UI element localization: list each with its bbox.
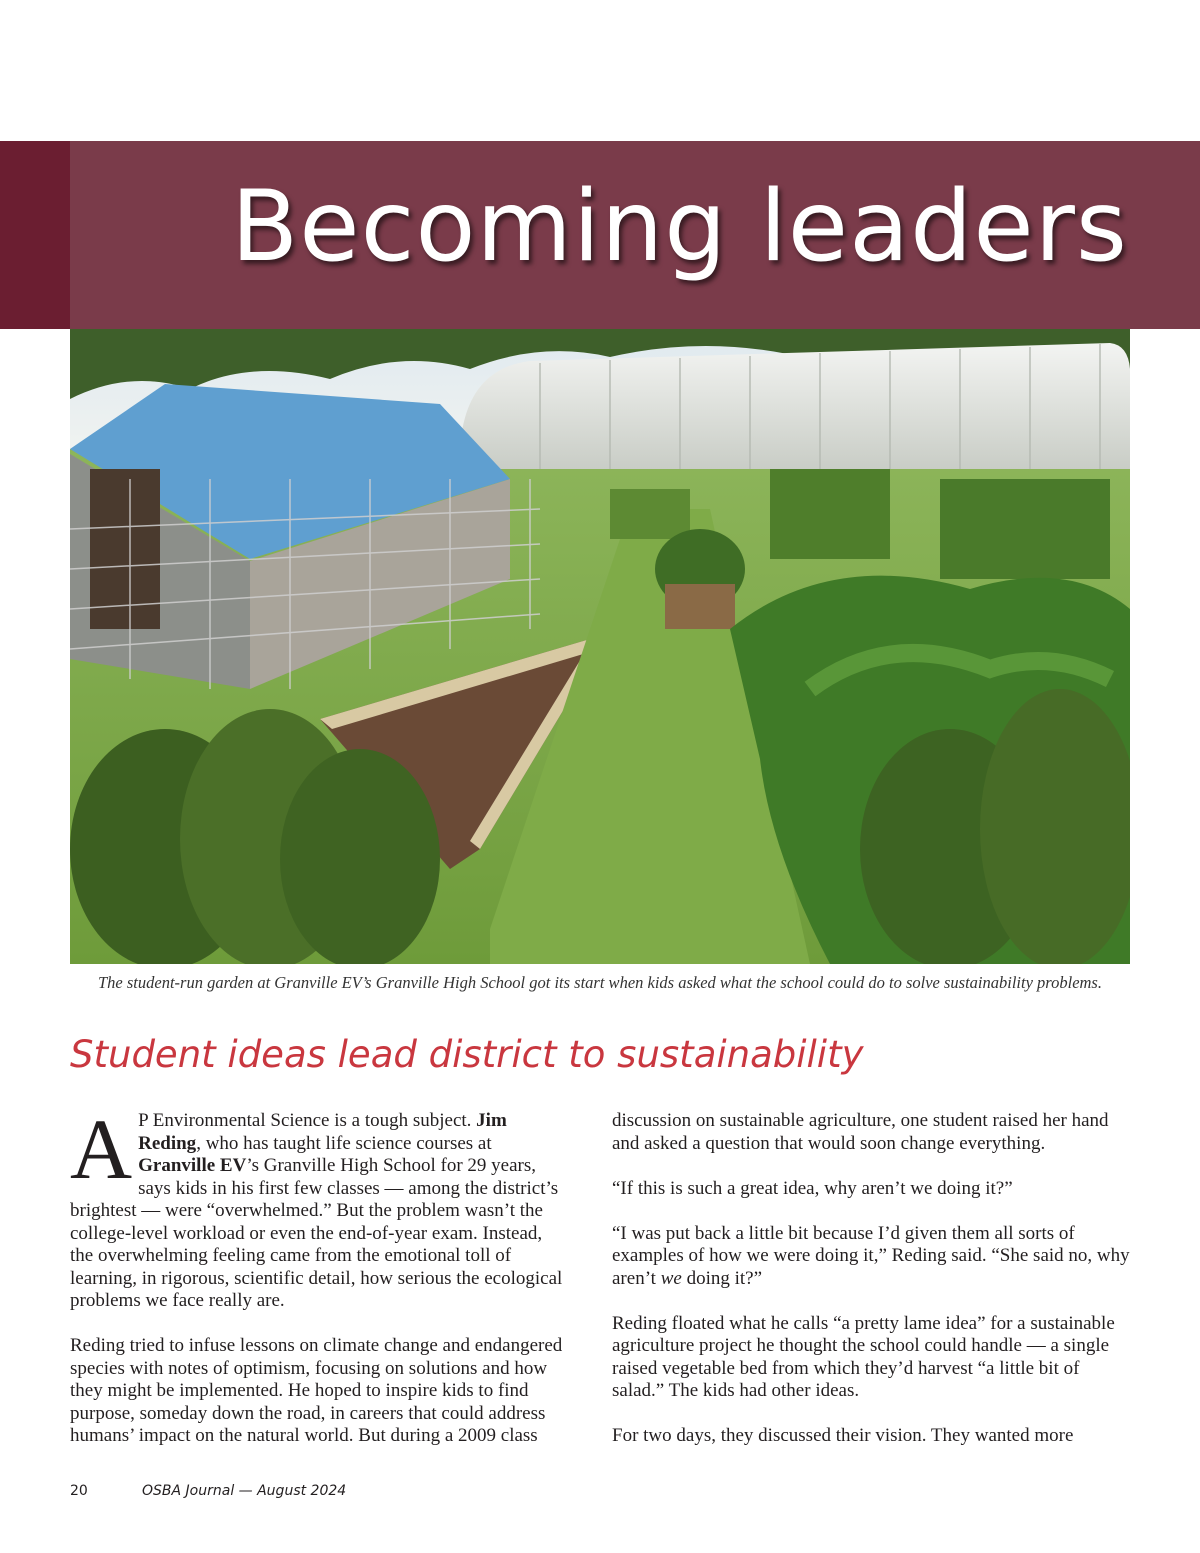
page-number: 20 (70, 1483, 88, 1499)
paragraph-3: discussion on sustainable agriculture, one student raised her hand and asked a question that would soon change everything. (612, 1110, 1109, 1154)
paragraph-4: “If this is such a great idea, why aren’t we doing it?” (612, 1177, 1013, 1199)
paragraph-7: For two days, they discussed their vision. They wanted more (612, 1425, 1074, 1446)
article-headline: Student ideas lead district to sustainability (70, 1033, 864, 1076)
page-title: Becoming leaders (231, 170, 1128, 284)
publication-name: OSBA Journal — August 2024 (142, 1483, 347, 1499)
photo-caption: The student-run garden at Granville EV’s Granville High School got its start when kids asked what the school could do to solve sustainability problems. (98, 973, 1102, 992)
garden-photo (70, 329, 1130, 964)
name-granville-ev: Granville EV (138, 1155, 247, 1176)
banner-accent-bar (0, 141, 70, 329)
paragraph-2: Reding tried to infuse lessons on climate change and endangered species with notes of optimism, focusing on solutions and how they might be implemented. He hoped to inspire kids to find purpose, someday down the road, in careers that could address humans’ impact on the natural world. But during a 2009 class (70, 1335, 563, 1446)
paragraph-5: “I was put back a little bit because I’d given them all sorts of examples of how we were doing it,” Reding said. “She said no, why aren’t we doing it?” (612, 1222, 1130, 1289)
paragraph-6: Reding floated what he calls “a pretty lame idea” for a sustainable agriculture project he thought the school could handle — a single raised vegetable bed from which they’d harvest “a little bit of salad.” The kids had other ideas. (612, 1312, 1115, 1401)
drop-cap: A (70, 1101, 133, 1197)
page-footer (70, 1483, 346, 1499)
article-column-right (612, 1110, 1132, 1470)
title-banner (70, 141, 1200, 329)
name-jim-reding: Jim Reding (138, 1110, 507, 1154)
paragraph-1: A P Environmental Science is a tough subject. Jim Reding, who has taught life science courses at Granville EV’s Granville High School for 29 years, says kids in his first few classes — among the district’s brightest — were “overwhelmed.” But the problem wasn’t the college-level workload or even the end-of-year exam. Instead, the overwhelming feeling came from the emotional toll of learning, in rigorous, scientific detail, how serious the ecological problems we face really are. (70, 1101, 563, 1311)
article-column-left (70, 1101, 570, 1470)
